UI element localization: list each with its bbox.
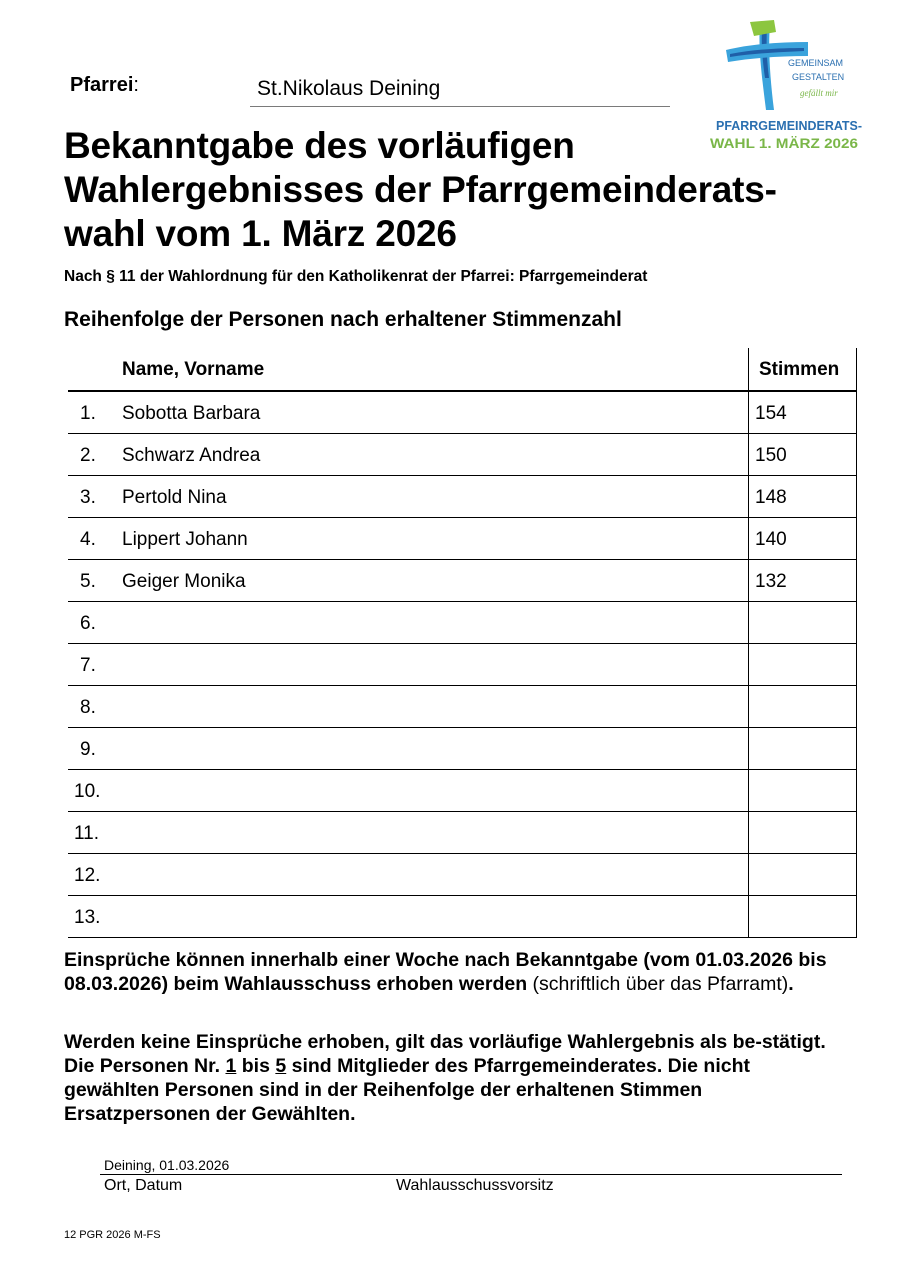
table-row <box>68 896 857 938</box>
logo-line2: GESTALTEN <box>792 72 845 82</box>
table-row <box>68 602 857 644</box>
parish-name: St.Nikolaus Deining <box>257 77 441 100</box>
column-header-name: Name, Vorname <box>122 359 265 380</box>
parish-label: Pfarrei: <box>70 74 139 96</box>
table-row <box>68 854 857 896</box>
table-row <box>68 770 857 812</box>
column-divider <box>748 728 749 769</box>
logo-tagline: gefällt mir <box>800 88 838 98</box>
candidate-name: Lippert Johann <box>122 529 248 550</box>
column-divider <box>748 602 749 643</box>
table-row <box>68 812 857 854</box>
column-header-votes: Stimmen <box>759 359 840 380</box>
row-number: 10. <box>74 781 101 802</box>
candidate-name: Sobotta Barbara <box>122 403 261 424</box>
row-number: 6. <box>80 613 96 634</box>
title-line-3: wahl vom 1. März 2026 <box>64 213 457 254</box>
table-row <box>68 392 857 434</box>
member-range-to: 5 <box>275 1055 287 1077</box>
column-divider <box>748 476 749 517</box>
objection-notice-end: . <box>788 973 794 995</box>
member-range-from: 1 <box>225 1055 237 1077</box>
column-divider <box>856 348 857 390</box>
vote-count: 150 <box>755 445 787 466</box>
candidate-name: Geiger Monika <box>122 571 246 592</box>
column-divider <box>748 770 749 811</box>
column-divider <box>748 854 749 895</box>
row-number: 3. <box>80 487 96 508</box>
logo-line3: PFARRGEMEINDERATS- <box>716 118 862 133</box>
logo-line4: WAHL 1. MÄRZ 2026 <box>710 135 859 151</box>
table-row <box>68 728 857 770</box>
column-divider <box>748 812 749 853</box>
subtitle: Nach § 11 der Wahlordnung für den Katholikenrat der Pfarrei: Pfarrgemeinderat <box>64 268 648 285</box>
column-divider <box>748 518 749 559</box>
row-number: 1. <box>80 403 96 424</box>
confirmation-text-3: sind Mitglieder des Pfarrgemeinderates. Die nicht gewählten Personen sind in der Reihenfolge der erhaltenen Stimmen Ersatzpersonen der Gewählten. <box>64 1055 751 1125</box>
row-number: 5. <box>80 571 96 592</box>
row-number: 11. <box>74 823 100 844</box>
table-row <box>68 560 857 602</box>
column-divider <box>748 560 749 601</box>
section-heading: Reihenfolge der Personen nach erhaltener Stimmenzahl <box>64 308 622 331</box>
column-divider <box>748 686 749 727</box>
form-code: 12 PGR 2026 M-FS <box>64 1229 161 1241</box>
committee-chair-label: Wahlausschussvorsitz <box>396 1177 554 1194</box>
logo-line1: GEMEINSAM <box>788 58 844 68</box>
row-number: 8. <box>80 697 96 718</box>
table-row <box>68 686 857 728</box>
column-divider <box>748 348 749 390</box>
column-divider <box>748 896 749 937</box>
title-line-2: Wahlergebnisses der Pfarrgemeinderats- <box>64 169 777 210</box>
table-row <box>68 644 857 686</box>
title-line-1: Bekanntgabe des vorläufigen <box>64 125 575 166</box>
table-row <box>68 518 857 560</box>
cross-top-green <box>750 20 776 36</box>
column-divider <box>748 644 749 685</box>
column-divider <box>748 434 749 475</box>
objection-notice-bold: Einsprüche können innerhalb einer Woche nach Bekanntgabe (vom 01.03.2026 bis 08.03.2026) beim Wahlausschuss erhoben werden <box>64 949 827 995</box>
confirmation-notice <box>64 1030 844 1126</box>
table-row <box>68 434 857 476</box>
objection-notice-detail: (schriftlich über das Pfarramt) <box>527 973 789 995</box>
confirmation-text-1: Werden keine Einsprüche erhoben, gilt das vorläufige Wahlergebnis als be-stätigt. Die Personen Nr. <box>64 1031 826 1077</box>
row-number: 2. <box>80 445 96 466</box>
vote-count: 140 <box>755 529 787 550</box>
confirmation-text-2: bis <box>236 1055 276 1077</box>
signature-line <box>100 1174 842 1175</box>
parish-underline <box>250 106 670 107</box>
place-date-value: Deining, 01.03.2026 <box>104 1157 230 1173</box>
results-table <box>68 348 857 938</box>
objection-notice <box>64 948 844 996</box>
vote-count: 148 <box>755 487 787 508</box>
table-header <box>68 348 857 392</box>
row-number: 4. <box>80 529 96 550</box>
row-number: 7. <box>80 655 96 676</box>
column-divider <box>748 392 749 433</box>
vote-count: 132 <box>755 571 787 592</box>
page-title <box>64 124 844 256</box>
vote-count: 154 <box>755 403 787 424</box>
candidate-name: Schwarz Andrea <box>122 445 261 466</box>
place-date-label: Ort, Datum <box>104 1177 183 1194</box>
candidate-name: Pertold Nina <box>122 487 227 508</box>
row-number: 12. <box>74 865 101 886</box>
row-number: 13. <box>74 907 101 928</box>
table-row <box>68 476 857 518</box>
row-number: 9. <box>80 739 96 760</box>
